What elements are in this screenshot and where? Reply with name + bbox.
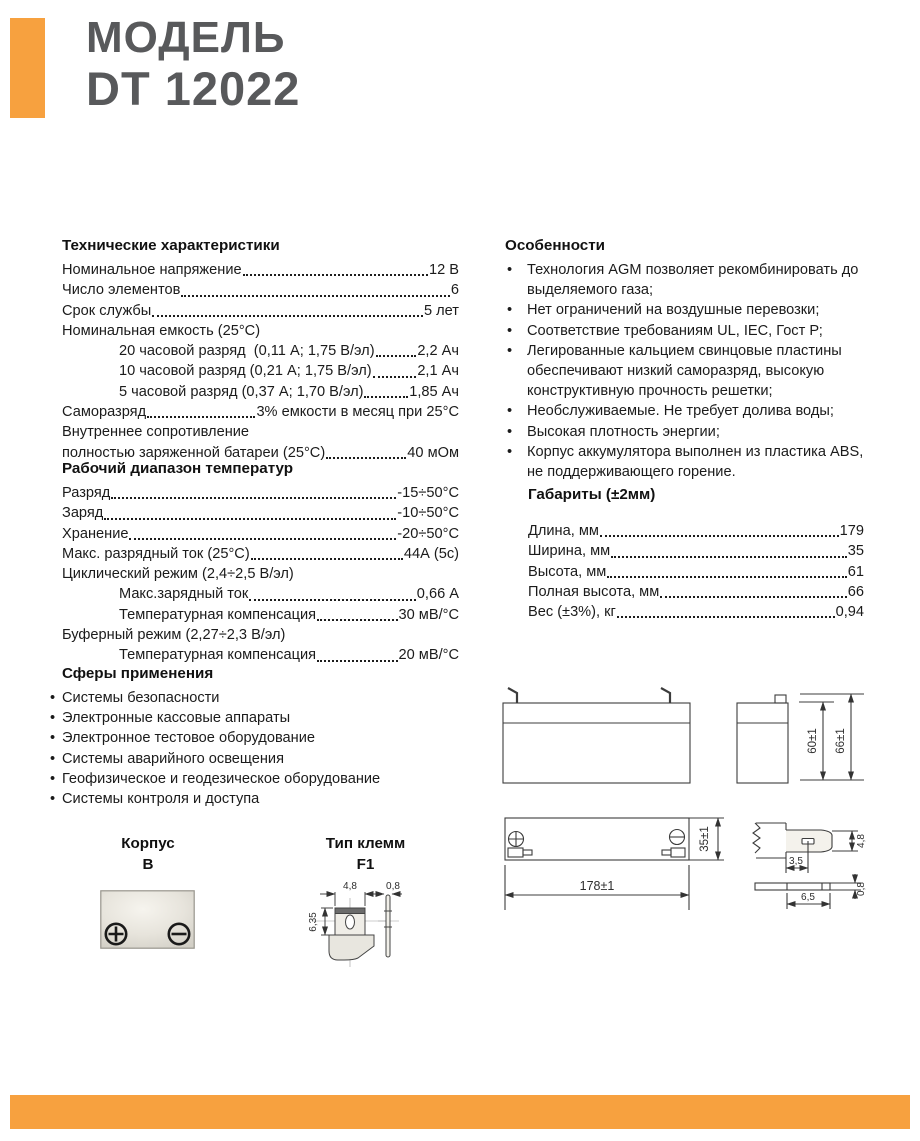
spec-row <box>528 562 864 582</box>
spec-value: 44А (5с) <box>403 545 459 562</box>
spec-row <box>62 584 459 604</box>
height-total-dim-label: 66±1 <box>835 728 847 754</box>
case-type-label <box>96 833 200 875</box>
spec-row <box>62 524 459 544</box>
application-item: • Геофизическое и геодезическое оборудование <box>48 769 453 789</box>
dotted-leader <box>607 576 846 578</box>
spec-label: 5 часовой разряд (0,37 А; 1,70 В/эл) <box>119 383 364 400</box>
features-list <box>505 260 870 482</box>
spec-row <box>62 544 459 564</box>
case-title: Корпус <box>121 835 175 852</box>
spec-row <box>62 483 459 503</box>
applications-section <box>48 664 453 809</box>
spec-value: 0,66 А <box>416 586 459 603</box>
spec-label: полностью заряженной батареи (25°С) <box>62 444 326 461</box>
dotted-leader <box>617 616 835 618</box>
dimensions-heading: Габариты (±2мм) <box>528 486 656 503</box>
spec-value: -15÷50°С <box>397 485 459 501</box>
terminal-value: F1 <box>356 856 375 873</box>
features-section <box>505 236 870 482</box>
spec-row <box>62 645 459 665</box>
spec-row <box>62 361 459 381</box>
terminal-type-label <box>298 833 433 875</box>
dotted-leader <box>181 295 449 297</box>
spec-value: 0,94 <box>835 604 864 621</box>
spec-label: Заряд <box>62 505 104 522</box>
features-heading: Особенности <box>505 237 606 254</box>
spec-label: Ширина, мм <box>528 543 611 560</box>
dotted-leader <box>243 274 428 276</box>
battery-front-view <box>503 703 690 783</box>
spec-row <box>528 602 864 622</box>
width-dim-label: 35±1 <box>699 826 711 852</box>
tech-specs-heading: Технические характеристики <box>62 237 280 254</box>
feature-item: • Необслуживаемые. Не требует долива воды; <box>505 401 870 421</box>
spec-row <box>62 625 459 645</box>
f1-height-dim-label: 6,35 <box>308 912 319 932</box>
height-inner-dim-label: 60±1 <box>807 728 819 754</box>
spec-label: Циклический режим (2,4÷2,5 В/эл) <box>62 566 294 583</box>
spec-value: 61 <box>847 563 864 580</box>
feature-item: • Технология AGM позволяет рекомбинировать до выделяемого газа; <box>505 260 870 300</box>
spec-label: Разряд <box>62 485 111 501</box>
terminal-title: Тип клемм <box>325 835 406 852</box>
spec-label: Высота, мм <box>528 563 607 580</box>
terminal-offset-dim-label: 3,5 <box>789 856 803 867</box>
application-item: • Системы контроля и доступа <box>48 789 453 809</box>
spec-value: 179 <box>839 523 864 539</box>
feature-item: • Нет ограничений на воздушные перевозки; <box>505 300 870 320</box>
spec-row <box>62 301 459 321</box>
applications-heading: Сферы применения <box>62 665 214 682</box>
tech-specs-section <box>62 236 459 463</box>
spec-label: Полная высота, мм <box>528 583 660 600</box>
dimensions-list <box>528 521 864 622</box>
spec-value: 5 лет <box>423 302 459 319</box>
spec-row <box>528 541 864 561</box>
spec-value: 1,85 Ач <box>409 383 459 400</box>
spec-label: Номинальное напряжение <box>62 262 242 278</box>
feature-item: • Корпус аккумулятора выполнен из пластика ABS, не поддерживающего горение. <box>505 442 870 482</box>
spec-row <box>62 605 459 625</box>
dotted-leader <box>129 538 396 540</box>
length-dim-label: 178±1 <box>579 879 615 893</box>
spec-label: Срок службы <box>62 302 152 319</box>
feature-item: • Соответствие требованиям UL, IEC, Гост Р; <box>505 321 870 341</box>
accent-bar-top <box>10 18 45 118</box>
temp-range-section <box>62 459 459 666</box>
model-number: DT 12022 <box>86 62 301 115</box>
application-item: • Системы аварийного освещения <box>48 749 453 769</box>
terminal-length-dim-label: 6,5 <box>801 892 815 903</box>
case-value: B <box>142 856 154 873</box>
spec-label: Вес (±3%), кг <box>528 604 616 621</box>
dotted-leader <box>249 599 416 601</box>
spec-label: Макс. разрядный ток (25°С) <box>62 545 250 562</box>
dotted-leader <box>317 619 398 621</box>
spec-row <box>62 321 459 341</box>
spec-row <box>62 402 459 422</box>
spec-value: 2,1 Ач <box>417 363 459 380</box>
footer-accent-bar <box>10 1095 910 1129</box>
spec-row <box>62 280 459 300</box>
dotted-leader <box>317 660 398 662</box>
spec-value: 12 В <box>428 262 459 278</box>
spec-value: -10÷50°С <box>397 505 459 522</box>
case-b-battery-image <box>100 890 195 949</box>
spec-label: 10 часовой разряд (0,21 А; 1,75 В/эл) <box>119 363 372 380</box>
spec-value: 66 <box>847 583 864 600</box>
terminal-width-dim-label: 4,8 <box>856 834 867 848</box>
feature-item: • Легированные кальцием свинцовые пластины обеспечивают низкий саморазряд, высокую конструктивную прочность решетки; <box>505 341 870 402</box>
spec-row <box>528 582 864 602</box>
dimensions-section <box>528 485 864 622</box>
tech-specs-list <box>62 260 459 463</box>
break-zigzag <box>753 823 760 853</box>
spec-value: 6 <box>450 282 459 299</box>
f1-thickness-dim-label: 0,8 <box>386 881 400 892</box>
spec-label: Температурная компенсация <box>119 647 317 664</box>
dotted-leader <box>152 315 423 317</box>
spec-value: 2,2 Ач <box>417 343 459 360</box>
application-item: • Электронное тестовое оборудование <box>48 728 453 748</box>
spec-value: 35 <box>847 543 864 560</box>
battery-side-view <box>737 703 788 783</box>
dotted-leader <box>104 518 396 520</box>
battery-top-view <box>505 818 689 860</box>
spec-value: 40 мОм <box>407 444 459 461</box>
temp-range-heading: Рабочий диапазон температур <box>62 460 294 477</box>
spec-label: Внутреннее сопротивление <box>62 424 250 441</box>
terminal-f1-drawing <box>298 870 433 970</box>
applications-list <box>48 688 453 809</box>
dotted-leader <box>376 355 417 357</box>
spec-row <box>62 564 459 584</box>
spec-label: Саморазряд <box>62 404 147 421</box>
spec-value: -20÷50°С <box>397 525 459 542</box>
spec-row <box>62 382 459 402</box>
spec-row <box>62 341 459 361</box>
dotted-leader <box>611 556 847 558</box>
f1-width-dim-label: 4,8 <box>343 881 357 892</box>
dotted-leader <box>364 396 408 398</box>
dotted-leader <box>251 558 403 560</box>
dotted-leader <box>600 535 839 537</box>
model-title <box>86 12 300 114</box>
application-item: • Системы безопасности <box>48 688 453 708</box>
spec-value: 3% емкости в месяц при 25°С <box>256 404 459 421</box>
spec-row <box>62 422 459 442</box>
spec-label: Номинальная емкость (25°С) <box>62 322 261 339</box>
spec-label: Буферный режим (2,27÷2,3 В/эл) <box>62 627 286 644</box>
spec-row <box>62 503 459 523</box>
temp-range-list <box>62 483 459 666</box>
spec-label: Длина, мм <box>528 523 599 539</box>
spec-label: 20 часовой разряд (0,11 А; 1,75 В/эл) <box>119 343 375 360</box>
plus-terminal-icon <box>106 924 126 944</box>
spec-label: Хранение <box>62 525 129 542</box>
dotted-leader <box>111 497 396 499</box>
dotted-leader <box>373 376 417 378</box>
spec-label: Макс.зарядный ток <box>119 586 249 603</box>
dotted-leader <box>147 416 255 418</box>
model-label: МОДЕЛЬ <box>86 13 286 62</box>
spec-value: 20 мВ/°С <box>398 647 459 664</box>
terminal-thickness-dim-label: 0,8 <box>856 882 867 896</box>
spec-label: Температурная компенсация <box>119 606 317 623</box>
dotted-leader <box>660 596 847 598</box>
spec-row <box>528 521 864 541</box>
spec-label: Число элементов <box>62 282 181 299</box>
spec-row <box>62 260 459 280</box>
spec-value: 30 мВ/°С <box>398 606 459 623</box>
feature-item: • Высокая плотность энергии; <box>505 422 870 442</box>
battery-dimension-drawings <box>490 683 875 918</box>
application-item: • Электронные кассовые аппараты <box>48 708 453 728</box>
